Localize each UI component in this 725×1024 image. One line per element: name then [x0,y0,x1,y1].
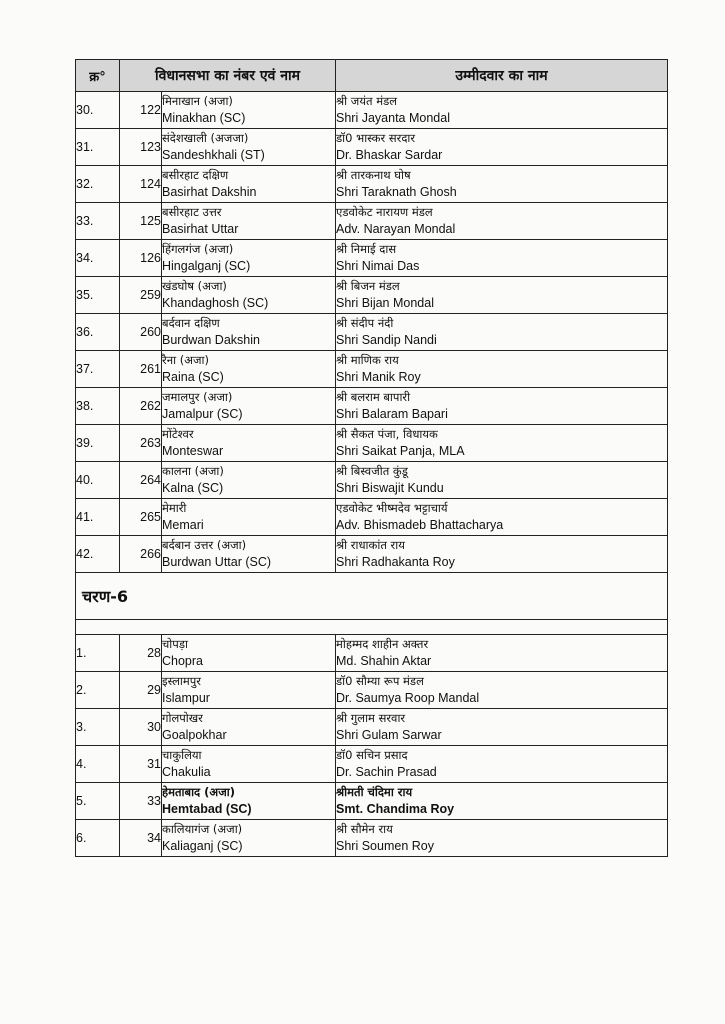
candidate-name [336,425,668,462]
spacer-cell [76,620,668,635]
candidate-name-english: Dr. Bhaskar Sardar [336,148,443,162]
constituency-name [162,746,336,783]
serial-number: 37. [76,351,120,388]
constituency-name-hindi: कालना (अजा) [162,464,224,478]
candidate-name-english: Adv. Narayan Mondal [336,222,456,236]
serial-number: 3. [76,709,120,746]
constituency-name-english: Burdwan Dakshin [162,333,260,347]
candidate-name-hindi: एडवोकेट नारायण मंडल [336,205,433,219]
constituency-number: 259 [120,277,162,314]
constituency-name-hindi: बसीरहाट दक्षिण [162,168,229,182]
header-candidate: उम्मीदवार का नाम [336,60,668,92]
candidate-name [336,388,668,425]
constituency-number: 28 [120,635,162,672]
candidate-name-hindi: श्री तारकनाथ घोष [336,168,411,182]
constituency-name-english: Sandeshkhali (ST) [162,148,265,162]
table-row [76,462,668,499]
serial-number: 38. [76,388,120,425]
phase-heading: चरण-6 [76,573,668,620]
constituency-name-hindi: इस्लामपुर [162,674,202,688]
serial-number: 34. [76,240,120,277]
serial-number: 41. [76,499,120,536]
candidate-name [336,240,668,277]
table-row [76,746,668,783]
candidate-name-hindi: एडवोकेट भीष्मदेव भट्टाचार्य [336,501,448,515]
constituency-name [162,92,336,129]
table-row [76,499,668,536]
candidate-name-hindi: श्री बिजन मंडल [336,279,400,293]
constituency-name-hindi: बर्दवान दक्षिण [162,316,220,330]
constituency-name [162,388,336,425]
constituency-name [162,499,336,536]
constituency-number: 29 [120,672,162,709]
spacer-row [76,620,668,635]
table-header-row [76,60,668,92]
candidate-name-english: Md. Shahin Aktar [336,654,432,668]
constituency-name [162,203,336,240]
constituency-name-english: Burdwan Uttar (SC) [162,555,272,569]
constituency-number: 261 [120,351,162,388]
constituency-name [162,635,336,672]
constituency-name-english: Goalpokhar [162,728,227,742]
constituency-name-hindi: मेमारी [162,501,187,515]
table-row [76,672,668,709]
candidate-name-english: Shri Manik Roy [336,370,421,384]
constituency-number: 31 [120,746,162,783]
constituency-name-english: Jamalpur (SC) [162,407,243,421]
serial-number: 30. [76,92,120,129]
candidate-name [336,462,668,499]
constituency-number: 125 [120,203,162,240]
constituency-number: 262 [120,388,162,425]
constituency-number: 264 [120,462,162,499]
candidate-name-english: Shri Taraknath Ghosh [336,185,457,199]
candidate-name-hindi: श्री माणिक राय [336,353,399,367]
candidate-name-english: Shri Biswajit Kundu [336,481,444,495]
table-row [76,536,668,573]
constituency-name-english: Hemtabad (SC) [162,802,252,816]
constituency-name-english: Minakhan (SC) [162,111,246,125]
constituency-number: 266 [120,536,162,573]
constituency-name [162,314,336,351]
table-row [76,240,668,277]
serial-number: 5. [76,783,120,820]
table-row [76,314,668,351]
candidate-name-english: Shri Jayanta Mondal [336,111,450,125]
constituency-name-english: Kaliaganj (SC) [162,839,243,853]
constituency-name-english: Basirhat Dakshin [162,185,257,199]
serial-number: 4. [76,746,120,783]
candidate-name-english: Shri Soumen Roy [336,839,434,853]
candidate-name-english: Shri Nimai Das [336,259,420,273]
constituency-name [162,672,336,709]
candidate-name [336,314,668,351]
candidate-name-english: Shri Radhakanta Roy [336,555,455,569]
candidate-name-hindi: श्री निमाई दास [336,242,397,256]
candidate-name-hindi: श्री बलराम बापारी [336,390,411,404]
constituency-name [162,820,336,857]
table-row [76,783,668,820]
constituency-name-hindi: कालियागंज (अजा) [162,822,243,836]
candidate-name-english: Shri Sandip Nandi [336,333,437,347]
constituency-name-hindi: हिंगलगंज (अजा) [162,242,234,256]
constituency-name-english: Kalna (SC) [162,481,224,495]
constituency-name-english: Raina (SC) [162,370,224,384]
candidate-name [336,499,668,536]
candidate-name [336,820,668,857]
candidate-name-hindi: श्री गुलाम सरवार [336,711,406,725]
constituency-name-english: Khandaghosh (SC) [162,296,269,310]
constituency-name-hindi: बसीरहाट उत्तर [162,205,222,219]
serial-number: 6. [76,820,120,857]
candidate-name-hindi: श्री सौमेन राय [336,822,393,836]
constituency-number: 126 [120,240,162,277]
candidate-name-hindi: श्रीमती चंदिमा राय [336,785,413,799]
candidate-name-english: Shri Saikat Panja, MLA [336,444,465,458]
table-row [76,388,668,425]
candidate-name [336,92,668,129]
constituency-name [162,462,336,499]
constituency-name [162,351,336,388]
table-row [76,277,668,314]
candidate-name-hindi: डॉ0 भास्कर सरदार [336,131,416,145]
candidate-name [336,351,668,388]
candidate-name [336,536,668,573]
candidate-name-hindi: डॉ0 सचिन प्रसाद [336,748,408,762]
candidate-name [336,709,668,746]
constituency-number: 260 [120,314,162,351]
serial-number: 42. [76,536,120,573]
constituency-name-english: Chakulia [162,765,211,779]
constituency-number: 265 [120,499,162,536]
phase-heading-row [76,573,668,620]
constituency-name [162,783,336,820]
constituency-name-english: Memari [162,518,204,532]
table-row [76,820,668,857]
candidate-name-english: Dr. Sachin Prasad [336,765,437,779]
candidate-name-hindi: श्री बिस्वजीत कुंडू [336,464,408,478]
candidate-name-hindi: श्री संदीप नंदी [336,316,394,330]
constituency-name [162,129,336,166]
candidate-name-english: Shri Balaram Bapari [336,407,448,421]
serial-number: 1. [76,635,120,672]
candidate-name [336,129,668,166]
constituency-name-hindi: चोपड़ा [162,637,188,651]
constituency-name-hindi: हेमताबाद (अजा) [162,785,235,799]
header-constituency: विधानसभा का नंबर एवं नाम [120,60,336,92]
constituency-number: 124 [120,166,162,203]
constituency-name [162,277,336,314]
constituency-name-hindi: मोंटेश्वर [162,427,194,441]
table-row [76,129,668,166]
constituency-name-hindi: जमालपुर (अजा) [162,390,233,404]
serial-number: 31. [76,129,120,166]
constituency-number: 263 [120,425,162,462]
candidate-name-english: Shri Gulam Sarwar [336,728,442,742]
candidate-name [336,203,668,240]
serial-number: 36. [76,314,120,351]
table-row [76,166,668,203]
table-row [76,203,668,240]
constituency-name [162,240,336,277]
candidate-name-hindi: श्री सैकत पंजा, विधायक [336,427,438,441]
constituency-number: 122 [120,92,162,129]
serial-number: 2. [76,672,120,709]
constituency-name [162,536,336,573]
constituency-name-hindi: रैना (अजा) [162,353,209,367]
constituency-name-hindi: खंडघोष (अजा) [162,279,227,293]
constituency-name-english: Basirhat Uttar [162,222,239,236]
constituency-name [162,166,336,203]
candidate-name-hindi: मोहम्मद शाहीन अक्तर [336,637,429,651]
constituency-name-hindi: मिनाखान (अजा) [162,94,233,108]
constituency-number: 123 [120,129,162,166]
table-row [76,351,668,388]
constituency-number: 34 [120,820,162,857]
table-row [76,709,668,746]
candidate-name [336,635,668,672]
constituency-name-hindi: संदेशखाली (अजजा) [162,131,249,145]
header-serial: क्र° [76,60,120,92]
serial-number: 35. [76,277,120,314]
candidate-name-hindi: श्री राधाकांत राय [336,538,405,552]
serial-number: 40. [76,462,120,499]
candidate-name-english: Dr. Saumya Roop Mandal [336,691,480,705]
candidate-name-english: Shri Bijan Mondal [336,296,434,310]
candidate-name [336,746,668,783]
candidate-name-english: Adv. Bhismadeb Bhattacharya [336,518,504,532]
table-row [76,425,668,462]
table-body [76,92,668,857]
serial-number: 39. [76,425,120,462]
table-row [76,635,668,672]
constituency-name [162,425,336,462]
constituency-name-hindi: चाकुलिया [162,748,202,762]
candidate-name [336,672,668,709]
constituency-name-english: Chopra [162,654,203,668]
serial-number: 33. [76,203,120,240]
candidate-name-hindi: श्री जयंत मंडल [336,94,398,108]
constituency-name-hindi: बर्दबान उत्तर (अजा) [162,538,247,552]
candidate-name-english: Smt. Chandima Roy [336,802,455,816]
candidate-table [75,59,668,857]
candidate-name [336,277,668,314]
candidate-name [336,783,668,820]
constituency-name-english: Islampur [162,691,210,705]
serial-number: 32. [76,166,120,203]
constituency-number: 33 [120,783,162,820]
constituency-number: 30 [120,709,162,746]
candidate-name-hindi: डॉ0 सौम्या रूप मंडल [336,674,424,688]
constituency-name [162,709,336,746]
constituency-name-english: Monteswar [162,444,224,458]
table-row [76,92,668,129]
constituency-name-english: Hingalganj (SC) [162,259,251,273]
constituency-name-hindi: गोलपोखर [162,711,203,725]
candidate-name [336,166,668,203]
